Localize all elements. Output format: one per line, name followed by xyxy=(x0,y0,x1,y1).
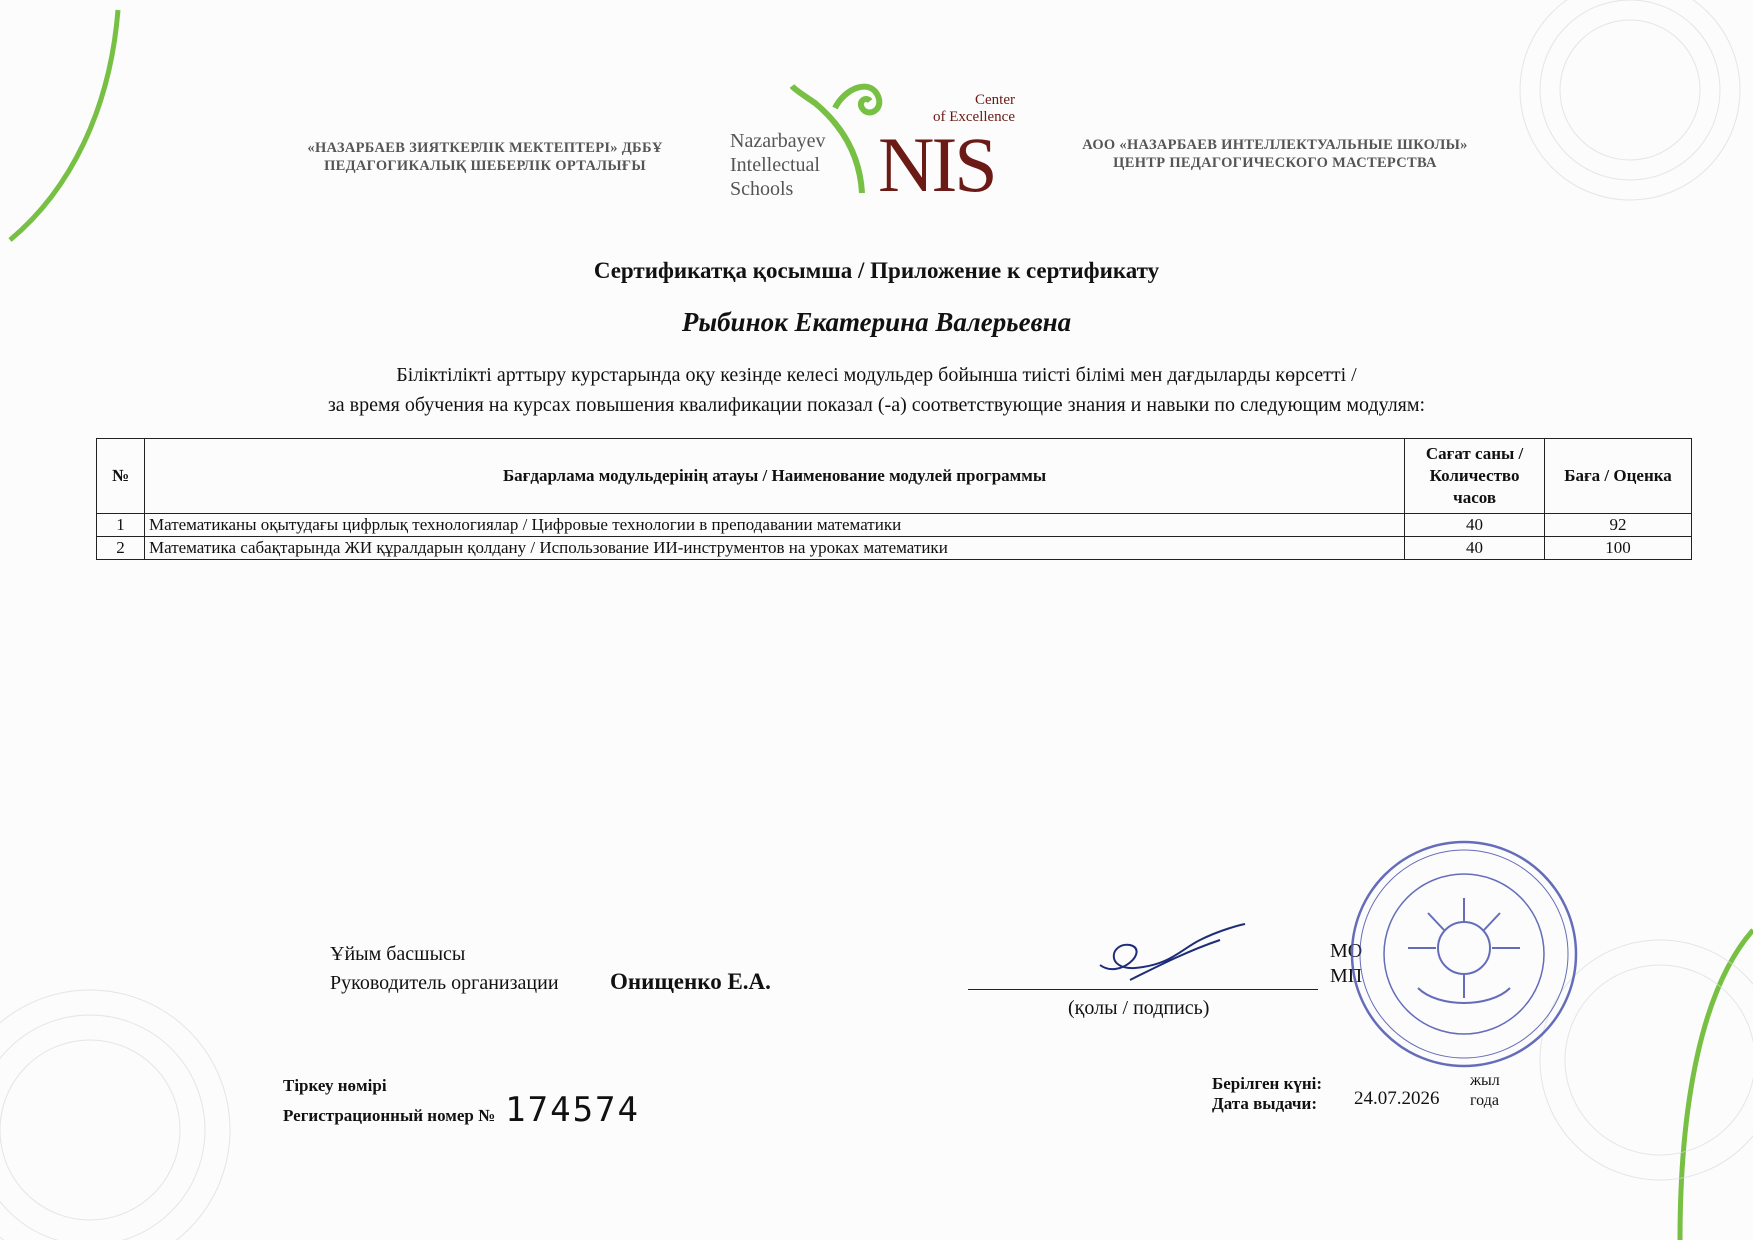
reg-number-line xyxy=(283,1090,640,1130)
brand-line3: Schools xyxy=(730,178,794,200)
col-grade-header: Баға / Оценка xyxy=(1545,439,1692,514)
intro-text xyxy=(0,360,1753,420)
modules-table xyxy=(96,438,1692,560)
col-hours-line2: Количество xyxy=(1429,466,1520,485)
col-hours-line1: Сағат саны / xyxy=(1425,444,1524,463)
header-right-org xyxy=(1055,136,1495,172)
col-hours-line3: часов xyxy=(1453,488,1496,507)
intro-line1: Біліктілікті арттыру курстарында оқу кезінде келесі модульдер бойынша тиісті білімі мен дағдыларды көрсетті / xyxy=(396,364,1357,386)
row-number: 1 xyxy=(97,514,145,537)
official-stamp-seal xyxy=(1348,838,1580,1070)
row-hours: 40 xyxy=(1405,537,1545,560)
table-row xyxy=(97,537,1692,560)
head-label-kz: Ұйым басшысы xyxy=(330,943,466,965)
row-module-name: Математика сабақтарында ЖИ құралдарын қолдану / Использование ИИ-инструментов на уроках математики xyxy=(144,537,1404,560)
handwritten-signature xyxy=(1090,920,1250,990)
nis-leaf-icon xyxy=(790,68,890,198)
brand-line1: Nazarbayev xyxy=(730,130,826,152)
header-left-line2: ПЕДАГОГИКАЛЫҚ ШЕБЕРЛІК ОРТАЛЫҒЫ xyxy=(324,158,646,174)
row-number: 2 xyxy=(97,537,145,560)
col-name-header: Бағдарлама модульдерінің атауы / Наименование модулей программы xyxy=(144,439,1404,514)
reg-label-kz: Тіркеу нөмірі xyxy=(283,1076,387,1095)
row-grade: 100 xyxy=(1545,537,1692,560)
stamp-label-kz: МО xyxy=(1330,940,1363,962)
header-right-line2: ЦЕНТР ПЕДАГОГИЧЕСКОГО МАСТЕРСТВА xyxy=(1113,155,1437,171)
col-hours-header xyxy=(1405,439,1545,514)
nis-logo-text: NIS xyxy=(878,121,995,208)
signature-caption: (қолы / подпись) xyxy=(1068,997,1210,1019)
document-title: Сертификатқа қосымша / Приложение к сертификату xyxy=(593,258,1160,283)
header-left-line1: «НАЗАРБАЕВ ЗИЯТКЕРЛІК МЕКТЕПТЕРІ» ДББҰ xyxy=(307,140,663,156)
table-header-row xyxy=(97,439,1692,514)
green-corner-swoosh-top-left xyxy=(10,10,118,240)
coe-line2: of Excellence xyxy=(932,109,1015,125)
issue-label-ru: Дата выдачи: xyxy=(1212,1094,1317,1113)
header-left-org xyxy=(270,139,700,175)
intro-line2: за время обучения на курсах повышения квалификации показал (-а) соответствующие знания и навыки по следующим модулям: xyxy=(327,394,1426,416)
stamp-label-ru: МП xyxy=(1330,965,1363,987)
year-label-ru: года xyxy=(1470,1092,1499,1109)
head-label-ru: Руководитель организации xyxy=(330,972,559,994)
row-grade: 92 xyxy=(1545,514,1692,537)
year-label-kz: жыл xyxy=(1470,1072,1500,1089)
header-right-line1: АОО «НАЗАРБАЕВ ИНТЕЛЛЕКТУАЛЬНЫЕ ШКОЛЫ» xyxy=(1082,137,1468,153)
head-name: Онищенко Е.А. xyxy=(610,969,771,994)
brand-line2: Intellectual xyxy=(730,154,820,176)
coe-line1: Center xyxy=(975,92,1015,108)
row-hours: 40 xyxy=(1405,514,1545,537)
issue-label-kz: Берілген күні: xyxy=(1212,1074,1323,1093)
col-number-header: № xyxy=(97,439,145,514)
table-row xyxy=(97,514,1692,537)
reg-label-ru: Регистрационный номер № xyxy=(283,1106,496,1125)
green-corner-swoosh-bottom-right xyxy=(1680,930,1753,1240)
issue-date: 24.07.2026 xyxy=(1354,1088,1440,1109)
row-module-name: Математиканы оқытудағы цифрлық технологиялар / Цифровые технологии в преподавании математики xyxy=(144,514,1404,537)
recipient-name: Рыбинок Екатерина Валерьевна xyxy=(681,307,1072,337)
reg-number: 174574 xyxy=(505,1090,640,1130)
